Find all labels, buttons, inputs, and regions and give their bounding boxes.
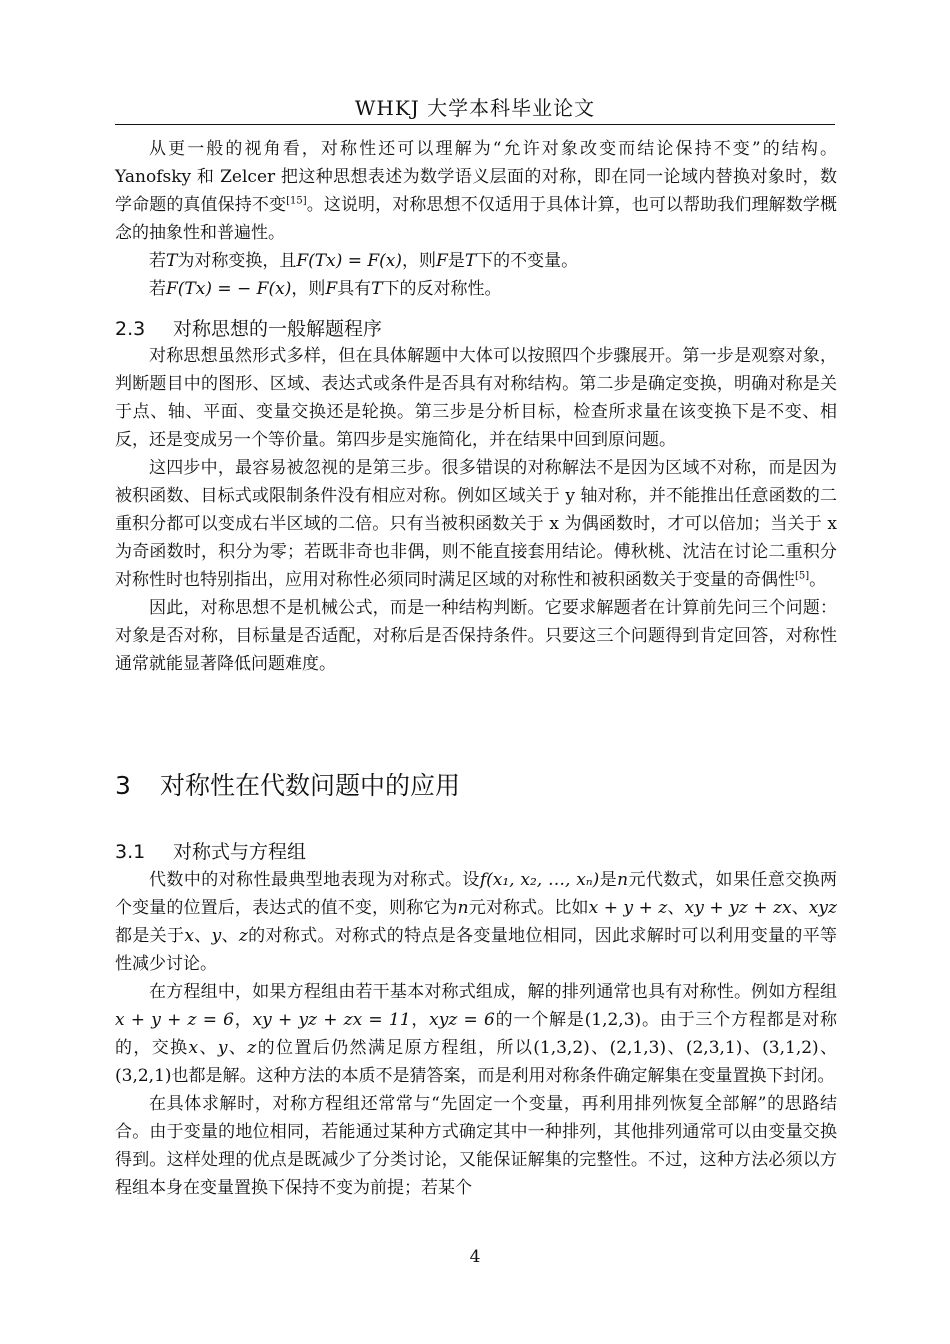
- paragraph: 这四步中，最容易被忽视的是第三步。很多错误的对称解法不是因为区域不对称，而是因为被积函数、目标式或限制条件没有相应对称。例如区域关于 y 轴对称，并不能推出任意函数的二重积分都可以变成右半区域的二倍。只有当被积函数关于 x 为偶函数时，才可以倍加；当关于 x 为奇函数时，积分为零；若既非奇也非偶，则不能直接套用结论。傅秋桃、沈洁在讨论二重积分对称性时也特别指出，应用对称性必须同时满足区域的对称性和被积函数关于变量的奇偶性[5]。: [115, 458, 837, 590]
- formula-line: 若F(Tx) = − F(x)，则F具有T下的反对称性。: [149, 279, 502, 299]
- citation: [15]: [286, 195, 307, 207]
- page-number: 4: [469, 1247, 481, 1267]
- formula-line: 若T为对称变换，且F(Tx) = F(x)，则F是T下的不变量。: [149, 251, 579, 271]
- paragraph: 代数中的对称性最典型地表现为对称式。设f(x₁, x₂, …, xₙ)是n元代数式，如果任意交换两个变量的位置后，表达式的值不变，则称它为n元对称式。比如x + y + z、xy + yz + zx、xyz都是关于x、y、z的对称式。对称式的特点是各变量地位相同，因此求解时可以利用变量的平等性减少讨论。: [115, 870, 838, 974]
- citation: [5]: [795, 570, 810, 582]
- paragraph: 对称思想虽然形式多样，但在具体解题中大体可以按照四个步骤展开。第一步是观察对象，判断题目中的图形、区域、表达式或条件是否具有对称结构。第二步是确定变换，明确对称是关于点、轴、平面、变量交换还是轮换。第三步是分析目标，检查所求量在该变换下是不变、相反，还是变成另一个等价量。第四步是实施简化，并在结果中回到原问题。: [115, 346, 837, 450]
- solution-tuple: (2,3,1): [685, 1038, 743, 1058]
- expression: x + y + z: [588, 898, 668, 918]
- intro-block: [115, 135, 837, 303]
- paragraph: 从更一般的视角看，对称性还可以理解为“允许对象改变而结论保持不变”的结构。Yanofsky 和 Zelcer 把这种思想表述为数学语义层面的对称，即在同一论域内替换对象时，数学命题的真值保持不变[15]。这说明，对称思想不仅适用于具体计算，也可以帮助我们理解数学概念的抽象性和普遍性。: [115, 139, 838, 243]
- running-header: WHKJ 大学本科毕业论文: [354, 96, 596, 120]
- solution-tuple: (1,3,2): [533, 1038, 590, 1058]
- equation: x + y + z = 6: [115, 1010, 234, 1030]
- section-2-3-body: [115, 342, 837, 678]
- expression: xy + yz + zx: [684, 898, 792, 918]
- section-heading-3-1: 3.1 对称式与方程组: [115, 841, 307, 863]
- paragraph: 在方程组中，如果方程组由若干基本对称式组成，解的排列通常也具有对称性。例如方程组x + y + z = 6，xy + yz + zx = 11，xyz = 6的一个解是(1,2,3)。由于三个方程都是对称的，交换x、y、z的位置后仍然满足原方程组，所以(1,3,2)、(2,1,3)、(2,3,1)、(3,1,2)、(3,2,1)也都是解。这种方法的本质不是猜答案，而是利用对称条件确定解集在变量置换下封闭。: [115, 982, 838, 1086]
- header-rule: [115, 124, 835, 125]
- expression: xyz: [808, 898, 837, 918]
- equation: xyz = 6: [429, 1010, 495, 1030]
- solution-tuple: (3,2,1): [115, 1066, 172, 1086]
- equation: F(Tx) = F(x): [296, 251, 403, 271]
- equation: xy + yz + zx = 11: [252, 1010, 411, 1030]
- solution-tuple: (2,1,3): [609, 1038, 667, 1058]
- section-3-1-body: [115, 866, 837, 1202]
- equation: F(Tx) = − F(x): [166, 279, 292, 299]
- solution-tuple: (3,1,2): [762, 1038, 819, 1058]
- chapter-heading-3: 3 对称性在代数问题中的应用: [115, 771, 461, 800]
- expression: f(x₁, x₂, …, xₙ): [479, 870, 600, 890]
- solution-tuple: (1,2,3): [584, 1010, 642, 1030]
- paragraph: 因此，对称思想不是机械公式，而是一种结构判断。它要求解题者在计算前先问三个问题：对象是否对称，目标量是否适配，对称后是否保持条件。只要这三个问题得到肯定回答，对称性通常就能显著降低问题难度。: [115, 598, 837, 674]
- section-heading-2-3: 2.3 对称思想的一般解题程序: [115, 318, 383, 340]
- paragraph: 在具体求解时，对称方程组还常常与“先固定一个变量，再利用排列恢复全部解”的思路结合。由于变量的地位相同，若能通过某种方式确定其中一种排列，其他排列通常可以由变量交换得到。这样处理的优点是既减少了分类讨论，又能保证解集的完整性。不过，这种方法必须以方程组本身在变量置换下保持不变为前提；若某个: [115, 1094, 837, 1198]
